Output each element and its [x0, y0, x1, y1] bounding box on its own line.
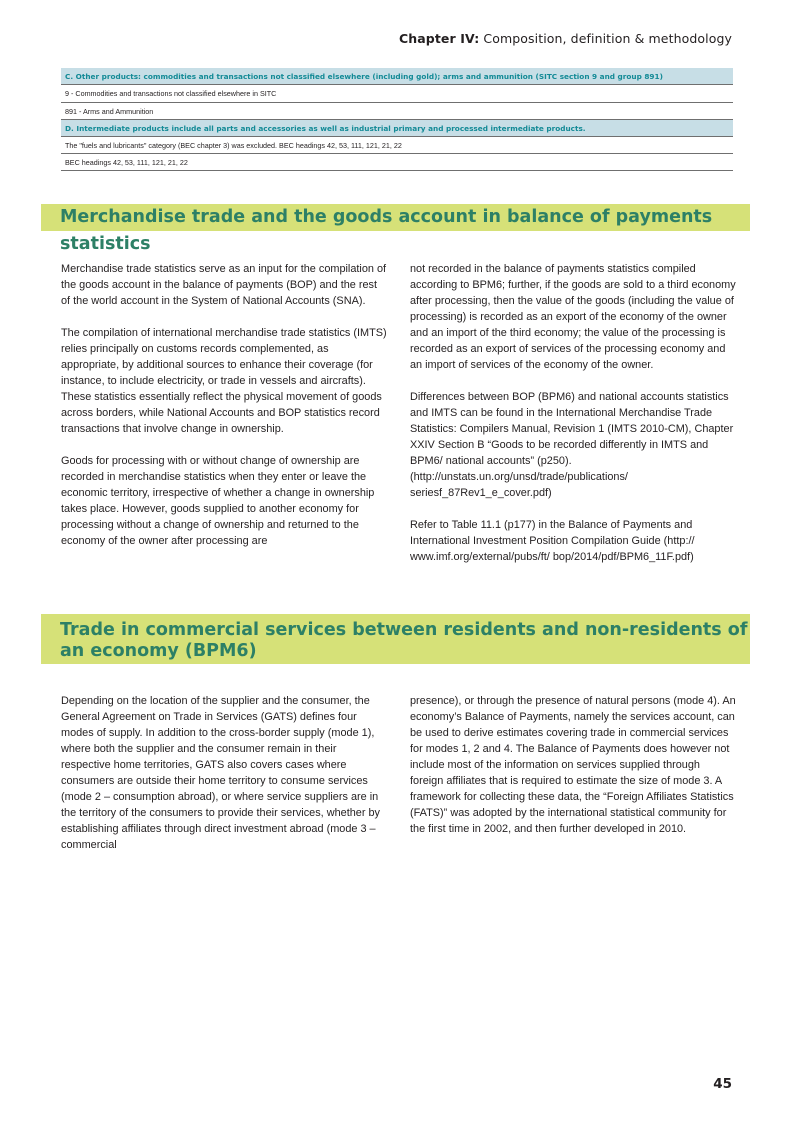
paragraph: presence), or through the presence of natural persons (mode 4). An economy’s Balance of Payments, namely the services account, can be used to derive estimates covering trade in commercial services for modes 1, 2 and 4. The Balance of Payments does however not include most of the information on services supplied through foreign affiliates that is required to estimate the size of mode 3. A framework for collecting these data, the “Foreign Affiliates Statistics (FATS)” was adopted by the international statistical community for the first time in 2002, and then further developed in 2010. [410, 695, 736, 835]
table-category-row: C. Other products: commodities and transactions not classified elsewhere (including gold); arms and ammunition (SITC section 9 and group 891) [61, 68, 733, 85]
paragraph: Refer to Table 11.1 (p177) in the Balance of Payments and International Investment Position Compilation Guide (http:// www.imf.org/external/pubs/ft/ bop/2014/pdf/BPM6_11F.pdf) [410, 519, 695, 563]
classification-table [61, 68, 733, 171]
paragraph: Differences between BOP (BPM6) and national accounts statistics and IMTS can be found in the International Merchandise Trade Statistics: Compilers Manual, Revision 1 (IMTS 2010-CM), Chapter XXIV Section B “Goods to be recorded differently in IMTS and BPM6/ national accounts” (p250). (http://unstats.un.org/unsd/trade/publications/ seriesf_87Rev1_e_cover.pdf) [410, 391, 734, 499]
paragraph: Merchandise trade statistics serve as an input for the compilation of the goods account in the balance of payments (BOP) and the rest of the world account in the System of National Accounts (SNA). [61, 263, 387, 307]
chapter-label: Chapter IV: [399, 31, 480, 46]
table-row: 891 - Arms and Ammunition [61, 103, 733, 120]
table-category-row: D. Intermediate products include all parts and accessories as well as industrial primary and processed intermediate products. [61, 120, 733, 137]
section-heading-commercial-services: Trade in commercial services between residents and non-residents of an economy (BPM6) [41, 614, 750, 664]
paragraph: The compilation of international merchandise trade statistics (IMTS) relies principally on customs records complemented, as appropriate, by additional sources to enhance their coverage (for instance, to include electricity, or trade in vessels and aircrafts). These statistics essentially reflect the physical movement of goods across borders, while National Accounts and BOP statistics record transactions that involve change in ownership. [61, 327, 387, 435]
section2-left-column [61, 693, 387, 869]
paragraph: Goods for processing with or without change of ownership are recorded in merchandise statistics when they enter or leave the economic territory, irrespective of whether a change in ownership takes place. However, goods supplied to another economy for processing without a change of ownership and returned to the economy of the owner after processing are [61, 455, 375, 547]
section-heading-merchandise: Merchandise trade and the goods account in balance of payments statistics [41, 204, 750, 231]
table-row: 9 - Commodities and transactions not classified elsewhere in SITC [61, 85, 733, 102]
section1-right-column [410, 261, 736, 581]
section1-left-column [61, 261, 387, 565]
chapter-header [399, 31, 732, 46]
paragraph: not recorded in the balance of payments statistics compiled according to BPM6; further, if the goods are sold to a third economy after processing, then the value of the goods (including the value of processing) is recorded as an export of the economy of the owner and an import of the third economy; the value of the processing is recorded as an export of services of the processing economy and an import of services of the economy of the owner. [410, 263, 736, 371]
page-number: 45 [713, 1076, 732, 1092]
paragraph: Depending on the location of the supplier and the consumer, the General Agreement on Trade in Services (GATS) defines four modes of supply. In addition to the cross-border supply (mode 1), where both the supplier and the consumer remain in their respective home territories, GATS also covers cases where consumers are outside their home territory to consume services (mode 2 – consumption abroad), or where service suppliers are in the territory of the consumers to provide their services, whether by establishing affiliates through direct investment abroad (mode 3 – commercial [61, 695, 380, 851]
table-row: BEC headings 42, 53, 111, 121, 21, 22 [61, 154, 733, 171]
chapter-title: Composition, definition & methodology [483, 31, 732, 46]
section2-right-column [410, 693, 736, 853]
table-row: The "fuels and lubricants" category (BEC chapter 3) was excluded. BEC headings 42, 53, 111, 121, 21, 22 [61, 137, 733, 154]
